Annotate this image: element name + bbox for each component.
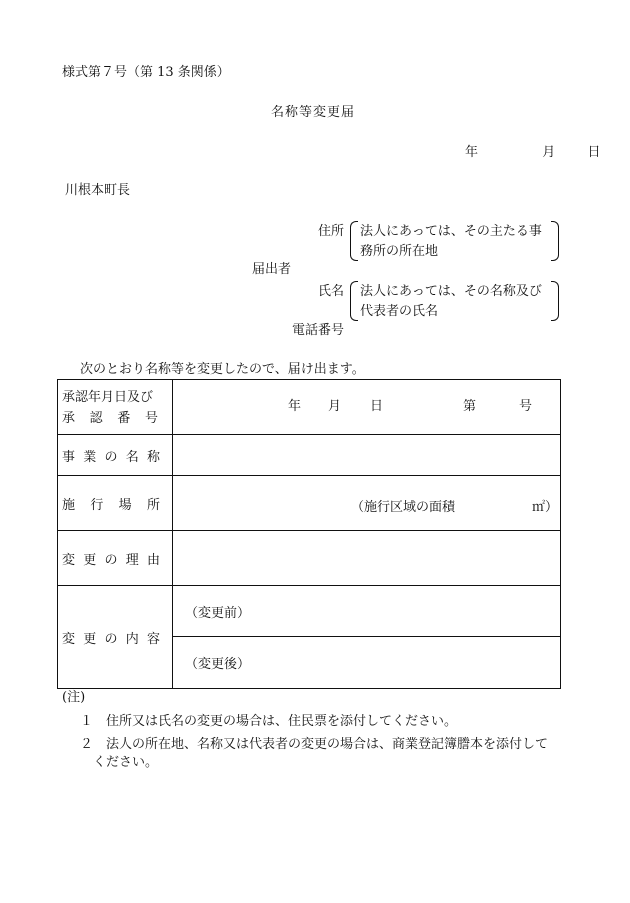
name-bracket-left <box>350 281 358 321</box>
after-label: （変更後） <box>185 657 251 672</box>
approval-label-cell <box>58 380 173 435</box>
intro-text: 次のとおり名称等を変更したので、届け出ます。 <box>80 362 365 377</box>
approval-value-cell[interactable] <box>173 380 561 435</box>
name-note-line1: 法人にあっては、その名称及び <box>360 284 542 299</box>
note-2: ２ 法人の所在地、名称又は代表者の変更の場合は、商業登記簿謄本を添付して <box>80 737 549 752</box>
area-label: （施行区域の面積 <box>351 500 456 515</box>
approval-number-suffix: 号 <box>519 399 533 414</box>
filer-label: 届出者 <box>252 262 292 277</box>
address-label: 住所 <box>318 224 345 239</box>
approval-month: 月 <box>328 399 342 414</box>
content-before-cell[interactable] <box>173 586 561 637</box>
location-value-cell[interactable] <box>173 476 561 531</box>
content-before-row <box>58 586 561 637</box>
name-label: 氏名 <box>318 284 345 299</box>
before-label: （変更前） <box>185 605 251 621</box>
approval-label-line2: 承 認 番 号 <box>62 410 158 426</box>
address-note-line2: 務所の所在地 <box>360 244 439 259</box>
note-1: １ 住所又は氏名の変更の場合は、住民票を添付してください。 <box>80 714 458 729</box>
addressee: 川根本町長 <box>65 183 131 198</box>
reason-label-cell: 変 更 の 理 由 <box>58 531 173 586</box>
change-form-table <box>57 379 561 689</box>
business-name-row <box>58 435 561 476</box>
date-month: 月 <box>542 145 556 160</box>
approval-label-line1: 承認年月日及び <box>62 389 154 405</box>
name-bracket-right <box>551 281 559 321</box>
date-year: 年 <box>465 145 479 160</box>
approval-row <box>58 380 561 435</box>
reason-row <box>58 531 561 586</box>
content-label-cell: 変 更 の 内 容 <box>58 586 173 689</box>
address-note-line1: 法人にあっては、その主たる事 <box>360 224 542 239</box>
location-row <box>58 476 561 531</box>
approval-day: 日 <box>370 399 384 414</box>
reason-value-cell[interactable] <box>173 531 561 586</box>
business-name-label-cell: 事 業 の 名 称 <box>58 435 173 476</box>
date-line <box>465 145 600 161</box>
content-after-cell[interactable] <box>173 637 561 689</box>
phone-label: 電話番号 <box>292 323 345 338</box>
area-unit: ㎡） <box>532 500 559 515</box>
address-bracket-left <box>350 221 358 261</box>
document-title: 名称等変更届 <box>271 105 356 120</box>
note-2-continued: ください。 <box>93 755 159 770</box>
approval-year: 年 <box>288 399 302 414</box>
location-label-cell: 施 行 場 所 <box>58 476 173 531</box>
address-bracket-right <box>551 221 559 261</box>
date-day: 日 <box>587 145 601 160</box>
business-name-value-cell[interactable] <box>173 435 561 476</box>
notes-heading: (注) <box>62 690 86 705</box>
form-number: 様式第７号（第 13 条関係） <box>62 65 230 80</box>
approval-number-prefix: 第 <box>463 399 477 414</box>
name-note-line2: 代表者の氏名 <box>360 304 439 319</box>
